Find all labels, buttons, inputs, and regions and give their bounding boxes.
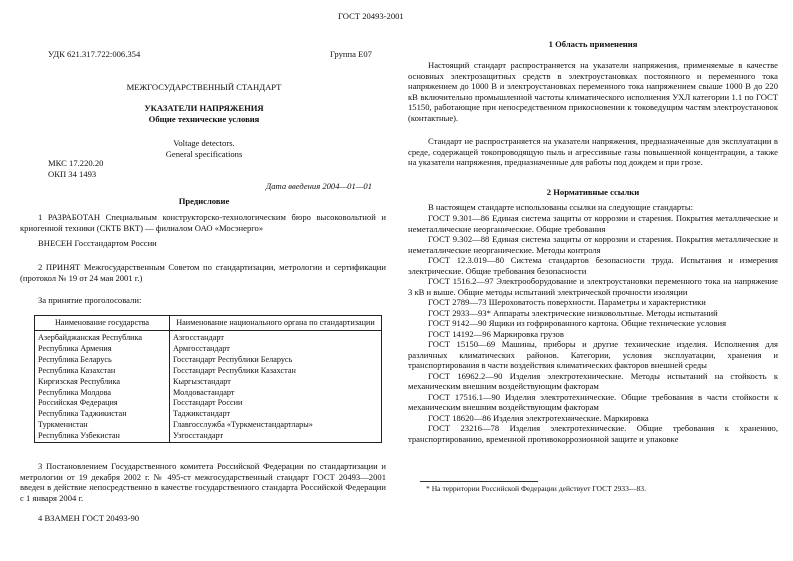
references-list — [408, 213, 778, 444]
list-item: ГОСТ 9.302—88 Единая система защиты от коррозии и старения. Покрытия металлические и неметаллические неорганические. Методы контроля — [408, 234, 778, 255]
foreword-p2b: За принятие проголосовали: — [38, 295, 142, 305]
state-cell: Республика Армения — [35, 344, 170, 355]
state-cell: Азербайджанская Республика — [35, 331, 170, 344]
gost-header: ГОСТ 20493-2001 — [338, 11, 404, 21]
state-cell: Туркменистан — [35, 420, 170, 431]
table-col-body: Наименование национального органа по стандартизации — [170, 316, 382, 331]
section2-intro: В настоящем стандарте использованы ссылки на следующие стандарты: — [428, 202, 693, 212]
intro-date: Дата введения 2004—01—01 — [265, 181, 372, 191]
footnote-rule — [420, 481, 538, 482]
table-row — [35, 377, 382, 388]
list-item: ГОСТ 2789—73 Шероховатость поверхности. Параметры и характеристики — [428, 297, 706, 307]
table-row — [35, 344, 382, 355]
foreword-p1b: ВНЕСЕН Госстандартом России — [38, 238, 157, 248]
mks-code: МКС 17.220.20 — [48, 158, 104, 168]
body-cell: Главгосслужба «Туркменстандартлары» — [170, 420, 382, 431]
list-item: ГОСТ 17516.1—90 Изделия электротехнические. Общие требования в части стойкости к механическим внешним воздействующим факторам — [408, 391, 778, 412]
table-row — [35, 331, 382, 344]
left-page — [20, 0, 404, 561]
section1-heading: 1 Область применения — [548, 39, 638, 49]
foreword-heading: Предисловие — [178, 196, 230, 206]
state-cell: Республика Казахстан — [35, 366, 170, 377]
body-cell: Молдовастандарт — [170, 388, 382, 399]
list-item: ГОСТ 2933—93* Аппараты электрические низковольтные. Методы испытаний — [428, 307, 718, 318]
state-cell: Республика Узбекистан — [35, 431, 170, 442]
state-cell: Российская Федерация — [35, 398, 170, 409]
foreword-p2: 2 ПРИНЯТ Межгосударственным Советом по стандартизации, метрологии и сертификации (протокол № 19 от 24 мая 2001 г.) — [20, 262, 386, 283]
list-item: ГОСТ 15150—69 Машины, приборы и другие технические изделия. Исполнения для различных климатических районов. Категории, условия эксплуатации, хранения и транспортирования в части воздействия климатических факторов внешней среды — [408, 339, 778, 370]
table-row — [35, 398, 382, 409]
section2-heading: 2 Нормативные ссылки — [546, 187, 640, 197]
table-row — [35, 366, 382, 377]
okp-code: ОКП 34 1493 — [48, 169, 97, 179]
list-item: ГОСТ 14192—96 Маркировка грузов — [428, 328, 564, 339]
body-cell: Таджикстандарт — [170, 409, 382, 420]
table-row — [35, 409, 382, 420]
table-row — [35, 388, 382, 399]
title-en-2: General specifications — [165, 149, 243, 159]
table-row — [35, 431, 382, 442]
table-col-state: Наименование государства — [35, 316, 170, 331]
document-title: УКАЗАТЕЛИ НАПРЯЖЕНИЯ — [144, 103, 264, 113]
foreword-p3: 3 Постановлением Государственного комитета Российской Федерации по стандартизации и метрологии от 19 декабря 2002 г. № 495-ст межгосударственный стандарт ГОСТ 20493—2001 введен в действие непосредственно в качестве государственного стандарта Российской Федерации с 1 января 2004 г. — [20, 461, 386, 503]
table-row — [35, 355, 382, 366]
list-item: ГОСТ 18620—86 Изделия электротехнические. Маркировка — [428, 412, 649, 423]
body-cell: Госстандарт Республики Казахстан — [170, 366, 382, 377]
foreword-p1: 1 РАЗРАБОТАН Специальным конструкторско-технологическим бюро высоковольтной и криогенной техники (СКТБ ВКТ) — филиалом ОАО «Мосэнерго» — [20, 212, 386, 233]
body-cell: Госстандарт России — [170, 398, 382, 409]
voting-table — [34, 315, 382, 443]
section1-p1: Настоящий стандарт распространяется на указатели напряжения, применяемые в качестве основных электрозащитных средств в электроустановках постоянного и переменного тока напряжением до 1000 В и электроустановках переменного тока напряжением свыше 1000 В до 220 кВ включительно промышленной частоты климатического исполнения УХЛ категории 1.1 по ГОСТ 15150, работающие при непосредственном прикосновении к токоведущим частям электроустановок (контактные). — [408, 60, 778, 123]
group-code: Группа Е07 — [330, 49, 372, 59]
document-subtitle: Общие технические условия — [148, 114, 260, 124]
list-item: ГОСТ 9142—90 Ящики из гофрированного картона. Общие технические условия — [428, 318, 727, 328]
right-page — [408, 0, 778, 561]
body-cell: Кыргызстандарт — [170, 377, 382, 388]
list-item: ГОСТ 12.3.019—80 Система стандартов безопасности труда. Испытания и измерения электрические. Общие требования безопасности — [408, 255, 778, 276]
foreword-p4: 4 ВЗАМЕН ГОСТ 20493-90 — [38, 513, 140, 523]
interstate-standard: МЕЖГОСУДАРСТВЕННЫЙ СТАНДАРТ — [126, 82, 282, 92]
body-cell: Азгосстандарт — [170, 331, 382, 344]
section1-p2: Стандарт не распространяется на указатели напряжения, предназначенные для эксплуатации в среде, содержащей токопроводящую пыль и агрессивные газы повышенной концентрации, а также на указатели напряжения, предназначенные для работы под дождем и при грозе. — [408, 136, 778, 168]
udk-code: УДК 621.317.722:006.354 — [48, 49, 141, 59]
title-en-1: Voltage detectors. — [173, 138, 235, 148]
state-cell: Республика Беларусь — [35, 355, 170, 366]
state-cell: Киргизская Республика — [35, 377, 170, 388]
state-cell: Республика Таджикистан — [35, 409, 170, 420]
list-item: ГОСТ 9.301—86 Единая система защиты от коррозии и старения. Покрытия металлические и неметаллические неорганические. Общие требования — [408, 213, 778, 234]
list-item: ГОСТ 23216—78 Изделия электротехнические. Общие требования к хранению, транспортированию, временной противокоррозионной защите и упаковке — [408, 423, 778, 444]
body-cell: Армгосстандарт — [170, 344, 382, 355]
state-cell: Республика Молдова — [35, 388, 170, 399]
table-row — [35, 420, 382, 431]
body-cell: Госстандарт Республики Беларусь — [170, 355, 382, 366]
list-item: ГОСТ 16962.2—90 Изделия электротехнические. Методы испытаний на стойкость к механическим внешним воздействующим факторам — [408, 370, 778, 391]
body-cell: Узгосстандарт — [170, 431, 382, 442]
footnote: * На территории Российской Федерации действует ГОСТ 2933—83. — [426, 484, 646, 493]
list-item: ГОСТ 1516.2—97 Электрооборудование и электроустановки переменного тока на напряжение 3 кВ и выше. Общие методы испытаний электрической прочности изоляции — [408, 276, 778, 297]
